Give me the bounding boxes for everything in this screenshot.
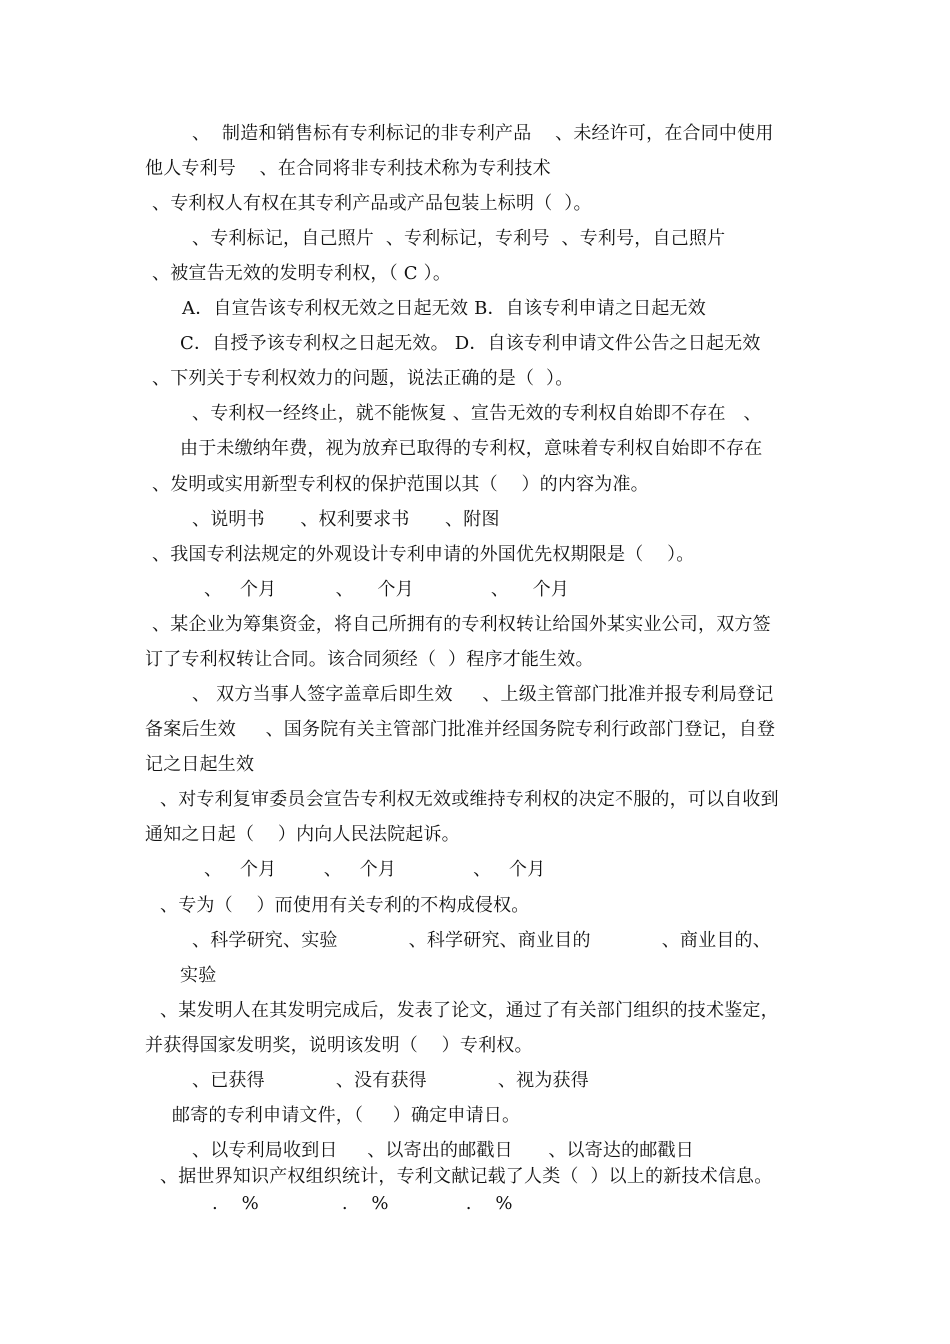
text-line: 、已获得 、没有获得 、视为获得 <box>192 1070 589 1091</box>
text-line: 、以专利局收到日 、以寄出的邮戳日 、以寄达的邮戳日 <box>192 1140 694 1161</box>
text-line: 、据世界知识产权组织统计，专利文献记载了人类（ ）以上的新技术信息。 <box>160 1166 773 1187</box>
text-line: A．自宣告该专利权无效之日起无效 B．自该专利申请之日起无效 <box>182 298 706 319</box>
text-line: 、对专利复审委员会宣告专利权无效或维持专利权的决定不服的，可以自收到 <box>160 789 779 810</box>
text-line: 并获得国家发明奖，说明该发明（ ）专利权。 <box>145 1035 533 1056</box>
text-line: 、说明书 、权利要求书 、附图 <box>192 509 500 530</box>
text-line: 、发明或实用新型专利权的保护范围以其（ ）的内容为准。 <box>152 474 649 495</box>
text-line: 他人专利号 、在合同将非专利技术称为专利技术 <box>145 158 551 179</box>
text-line: 、 个月 、 个月 、 个月 <box>204 859 546 880</box>
text-line: 邮寄的专利申请文件，（ ）确定申请日。 <box>172 1105 521 1126</box>
text-line: 订了专利权转让合同。该合同须经（ ）程序才能生效。 <box>145 649 594 670</box>
text-line: 、 制造和销售标有专利标记的非专利产品 、未经许可，在合同中使用 <box>192 123 774 144</box>
text-line: C．自授予该专利权之日起无效。 D．自该专利申请文件公告之日起无效 <box>180 333 761 354</box>
text-line: 通知之日起（ ）内向人民法院起诉。 <box>145 824 460 845</box>
text-line: 、科学研究、实验 、科学研究、商业目的 、商业目的、 <box>192 930 771 951</box>
text-line: 、 双方当事人签字盖章后即生效 、上级主管部门批准并报专利局登记 <box>192 684 774 705</box>
text-line: 实验 <box>180 965 217 986</box>
text-line: 、专为（ ）而使用有关专利的不构成侵权。 <box>160 895 530 916</box>
text-line: 、下列关于专利权效力的问题，说法正确的是（ ）。 <box>152 368 574 389</box>
text-line: . % . % . % <box>212 1193 513 1214</box>
text-line: 、某发明人在其发明完成后，发表了论文，通过了有关部门组织的技术鉴定， <box>160 1000 779 1021</box>
text-line: 、 个月 、 个月 、 个月 <box>204 579 570 600</box>
text-line: 由于未缴纳年费，视为放弃已取得的专利权，意味着专利权自始即不存在 <box>180 438 763 459</box>
text-line: 、专利权人有权在其专利产品或产品包装上标明（ ）。 <box>152 193 592 214</box>
text-line: 、某企业为筹集资金，将自己所拥有的专利权转让给国外某实业公司，双方签 <box>152 614 771 635</box>
text-line: 、我国专利法规定的外观设计专利申请的外国优先权期限是（ ）。 <box>152 544 695 565</box>
text-line: 、被宣告无效的发明专利权，（ C ）。 <box>152 263 452 284</box>
text-line: 记之日起生效 <box>145 754 255 775</box>
text-line: 备案后生效 、国务院有关主管部门批准并经国务院专利行政部门登记，自登 <box>145 719 776 740</box>
text-line: 、专利标记，自己照片 、专利标记，专利号 、专利号，自己照片 <box>192 228 726 249</box>
text-line: 、专利权一经终止，就不能恢复 、宣告无效的专利权自始即不存在 、 <box>192 403 762 424</box>
